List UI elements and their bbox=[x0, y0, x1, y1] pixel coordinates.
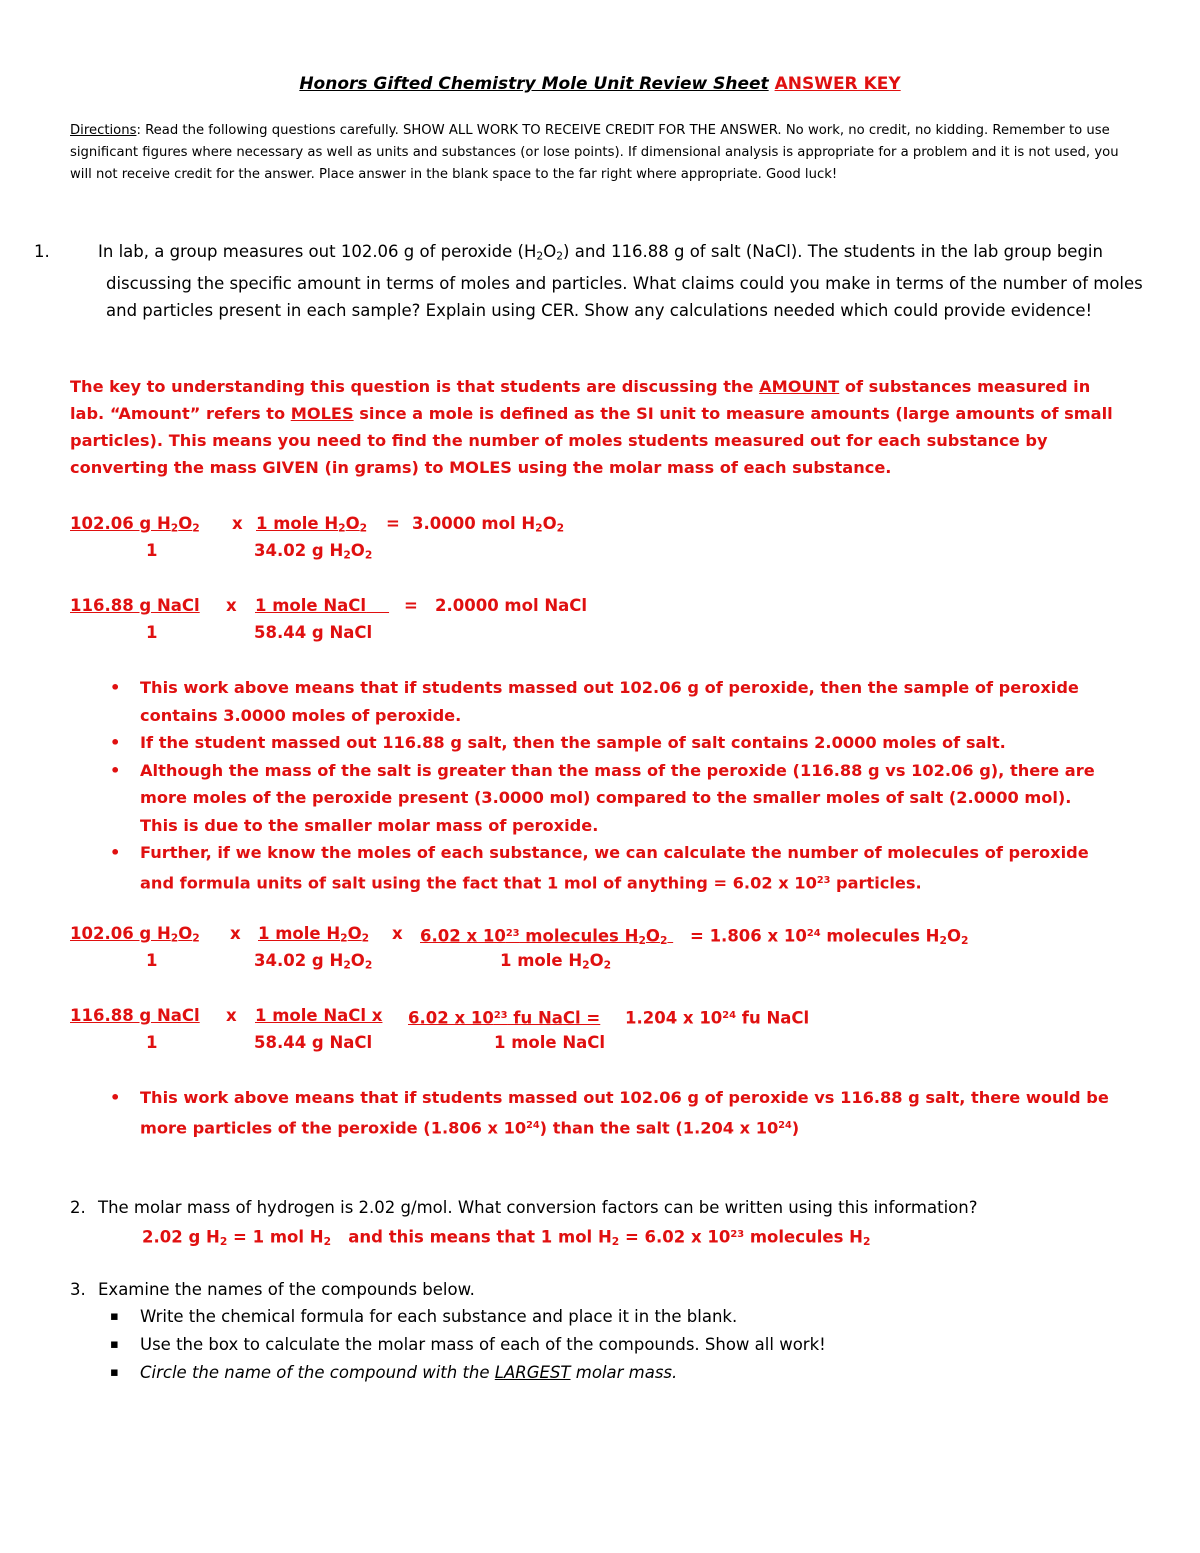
question-number: 3. bbox=[70, 1280, 86, 1299]
question-number: 1. bbox=[34, 242, 50, 261]
question-1: 1. In lab, a group measures out 102.06 g of peroxide $(H_2O_2)$ and 116.88 g of salt (NaCl). The students in the lab group begin discussing the specific amount in terms of moles and particles. What claims could you make in terms of the number of moles and particles present in each sample? Explain using CER. Show any calculations needed which could provide evidence! bbox=[70, 238, 1156, 324]
directions-label: Directions bbox=[70, 123, 137, 138]
list-item: • If the student massed out 116.88 g salt, then the sample of salt contains 2.0000 moles of salt. bbox=[110, 729, 1110, 757]
page-title bbox=[70, 74, 1130, 94]
explanation-paragraph: The key to understanding this question is that students are discussing the AMOUNT of substances measured in lab. “Amount” refers to MOLES since a mole is defined as the SI unit to measure amounts (large amounts of small particles). This means you need to find the number of moles students measured out for each substance by converting the mass GIVEN (in grams) to MOLES using the molar mass of each substance. bbox=[70, 377, 1113, 477]
directions bbox=[70, 120, 1120, 186]
list-item: ▪ Use the box to calculate the molar mass of each of the compounds. Show all work! bbox=[110, 1331, 1110, 1359]
list-item: • Although the mass of the salt is greater than the mass of the peroxide (116.88 g vs 102.06 g), there are more moles of the peroxide present (3.0000 mol) compared to the smaller moles of salt (2.0000 mol). This is due to the smaller molar mass of peroxide. bbox=[110, 757, 1110, 840]
list-item: ▪ Circle the name of the compound with the LARGEST molar mass. bbox=[110, 1359, 1110, 1387]
question-number: 2. bbox=[70, 1198, 86, 1217]
particles-conclusion bbox=[110, 1084, 1110, 1141]
list-item: • This work above means that if students massed out 102.06 g of peroxide vs 116.88 g salt, there would be more particles of the peroxide (1.806 x $10^{24}$) than the salt (1.204 x $10^{24}$) bbox=[110, 1084, 1110, 1141]
question-2-answer: 2.02 g $H_2 = 1$ mol $H_2$ and this means that 1 mol $H_2 = 6.02$ x $10^{23}$ molecules $H_2$ bbox=[142, 1227, 871, 1249]
answer-key-label: ANSWER KEY bbox=[774, 74, 901, 94]
question-3-instructions bbox=[110, 1303, 1110, 1387]
question-2: 2. The molar mass of hydrogen is 2.02 g/mol. What conversion factors can be written using this information? bbox=[70, 1194, 1130, 1221]
question-3: 3. Examine the names of the compounds below. bbox=[70, 1276, 1130, 1303]
directions-text: : Read the following questions carefully. SHOW ALL WORK TO RECEIVE CREDIT FOR THE ANSWER. No work, no credit, no kidding. Remember to use significant figures where necessary as well as units and substances (or lose points). If dimensional analysis is appropriate for a problem and it is not used, you will not receive credit for the answer. Place answer in the blank space to the far right where appropriate. Good luck! bbox=[70, 123, 1119, 182]
list-item: ▪ Write the chemical formula for each substance and place it in the blank. bbox=[110, 1303, 1110, 1331]
title-main: Honors Gifted Chemistry Mole Unit Review Sheet bbox=[299, 74, 769, 94]
explanation-bullets bbox=[110, 674, 1110, 896]
list-item: • This work above means that if students massed out 102.06 g of peroxide, then the sample of peroxide contains 3.0000 moles of peroxide. bbox=[110, 674, 1110, 729]
list-item: • Further, if we know the moles of each substance, we can calculate the number of molecules of peroxide and formula units of salt using the fact that 1 mol of anything = 6.02 x $10^{23}$ particles. bbox=[110, 839, 1110, 896]
